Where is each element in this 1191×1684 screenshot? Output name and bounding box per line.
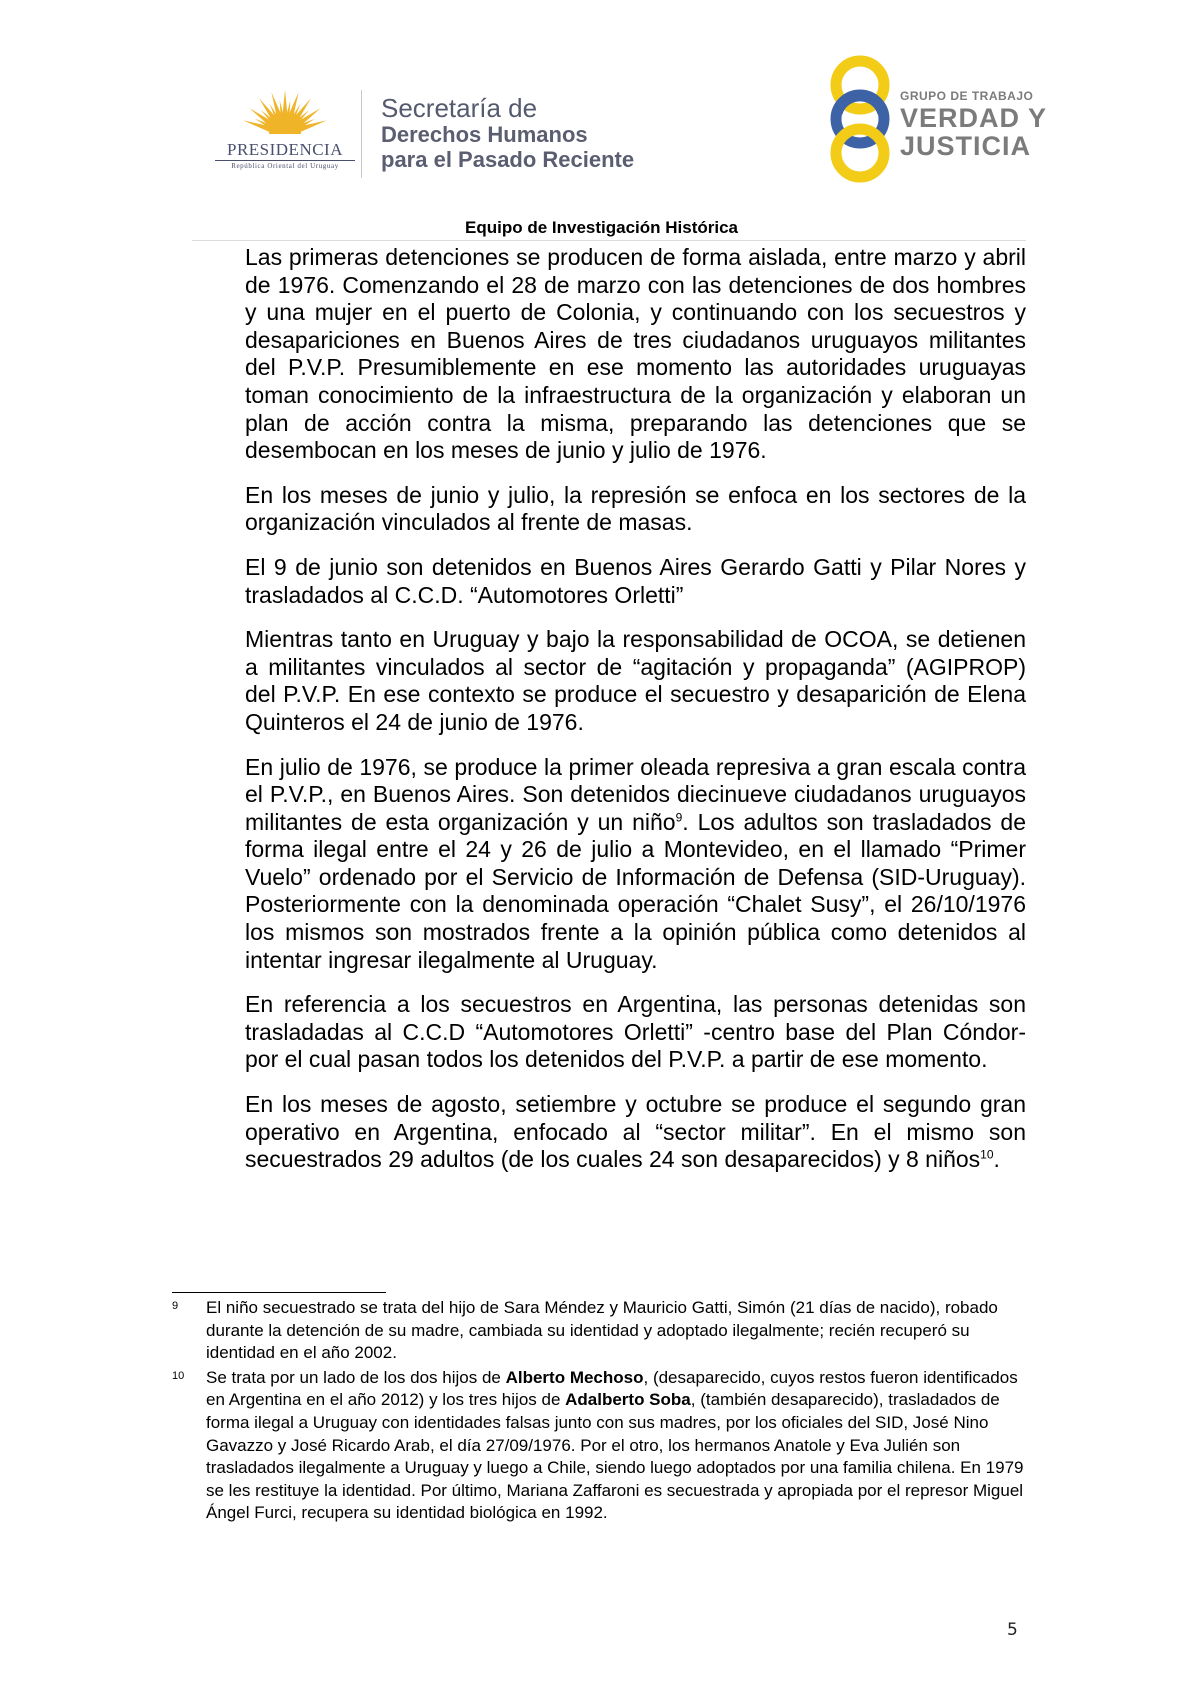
linked-rings-icon [820,55,900,183]
secretaria-line-2: Derechos Humanos [381,122,588,147]
footnote-10-part-b: , (desaparecido, cuyos restos fueron identificados en Argentina en el año 2012) y los tres hijos de [206,1367,1018,1410]
paragraph-5-part-1: En julio de 1976, se produce la primer oleada represiva a gran escala contra el P.V.P., en Buenos Aires. Son detenidos diecinueve ciudadanos uruguayos militantes de esta organización y un niño [245,753,1026,835]
header-rule [192,240,1026,241]
paragraph-4: Mientras tanto en Uruguay y bajo la responsabilidad de OCOA, se detienen a militantes vinculados al sector de “agitación y propaganda” (AGIPROP) del P.V.P. En ese contexto se produce el secuestro y desaparición de Elena Quinteros el 24 de junio de 1976. [245,626,1026,735]
footnote-10 [172,1367,1028,1525]
paragraph-7-part-1: En los meses de agosto, setiembre y octubre se produce el segundo gran operativo en Argentina, enfocado al “sector militar”. En el mismo son secuestrados 29 adultos (de los cuales 24 son desaparecidos) y 8 niños [245,1091,1026,1173]
document-header-title: Equipo de Investigación Histórica [465,218,738,237]
page-header [0,0,1191,240]
footnote-9 [172,1297,1028,1365]
footnote-ref-9[interactable]: 9 [675,810,683,825]
verdad-y-justicia-logo [820,55,1048,183]
footnote-text [206,1368,1024,1523]
document-body [245,244,1026,1191]
secretaria-line-3: para el Pasado Reciente [381,147,635,172]
footnotes [172,1297,1028,1527]
secretaria-line-1: Secretaría de [381,93,538,123]
paragraph-5-part-2: . Los adultos son trasladados de forma ilegal entre el 24 y 26 de julio a Montevideo, en el llamado “Primer Vuelo” ordenado por el Servicio de Información de Defensa (SID-Uruguay). Posteriormente con la denominada operación “Chalet Susy”, el 26/10/1976 los mismos son mostrados frente a la opinión pública como detenidos al intentar ingresar ilegalmente al Uruguay. [245,808,1026,973]
paragraph-1: Las primeras detenciones se producen de forma aislada, entre marzo y abril de 1976. Comenzando el 28 de marzo con las detenciones de dos hombres y una mujer en el puerto de Colonia, y continuando con los secuestros y desapariciones en Buenos Aires de tres ciudadanos uruguayos militantes del P.V.P. Presumiblemente en ese momento las autoridades uruguayas toman conocimiento de la infraestructura de la organización y elaboran un plan de acción contra la misma, preparando las detenciones que se desembocan en los meses de junio y julio de 1976. [245,244,1026,464]
vyj-title-line-2: JUSTICIA [900,131,1032,161]
page-number: 5 [1007,1620,1018,1640]
paragraph-7 [245,1091,1026,1174]
presidencia-subtitle: República Oriental del Uruguay [231,162,339,170]
footnote-separator [172,1292,386,1293]
paragraph-6: En referencia a los secuestros en Argentina, las personas detenidas son trasladadas al C.C.D “Automotores Orletti” -centro base del Plan Cóndor- por el cual pasan todos los detenidos del P.V.P. a partir de ese momento. [245,991,1026,1073]
presidencia-logo [205,88,365,176]
footnote-ref-10[interactable]: 10 [980,1147,994,1162]
presidencia-rule [215,160,355,161]
footnote-10-part-a: Se trata por un lado de los dos hijos de [206,1367,506,1387]
paragraph-7-part-2: . [993,1146,1000,1173]
paragraph-3: El 9 de junio son detenidos en Buenos Aires Gerardo Gatti y Pilar Nores y trasladados al C.C.D. “Automotores Orletti” [245,553,1026,608]
footnote-number: 9 [172,1300,179,1312]
footnote-10-part-c: , (también desaparecido), trasladados de forma ilegal a Uruguay con identidades falsas junto con sus madres, por los oficiales del SID, José Nino Gavazzo y José Ricardo Arab, el día 27/09/1976. Por el otro, los hermanos Anatole y Eva Julién son trasladados ilegalmente a Uruguay y luego a Chile, siendo luego adoptados por una familia chilena. En 1979 se les restituye la identidad. Por último, Mariana Zaffaroni es secuestrada y apropiada por el represor Miguel Ángel Furci, recupera su identidad biológica en 1992. [206,1390,1024,1523]
sun-icon [205,88,365,144]
secretaria-logo-text [381,94,634,172]
logo-divider [361,90,362,178]
vyj-title-line-1: VERDAD Y [900,103,1048,133]
footnote-text: El niño secuestrado se trata del hijo de Sara Méndez y Mauricio Gatti, Simón (21 días de nacido), robado durante la detención de su madre, cambiada su identidad y adoptado ilegalmente; recién recuperó su identidad en el año 2002. [206,1298,998,1363]
paragraph-5 [245,754,1026,975]
footnote-number: 10 [172,1369,185,1382]
footnote-10-name-2: Adalberto Soba [565,1390,691,1410]
vyj-subtitle: GRUPO DE TRABAJO [900,89,1034,103]
paragraph-2: En los meses de junio y julio, la represión se enfoca en los sectores de la organización vinculados al frente de masas. [245,481,1026,536]
footnote-10-name-1: Alberto Mechoso [505,1367,644,1387]
presidencia-name: PRESIDENCIA [226,140,343,159]
